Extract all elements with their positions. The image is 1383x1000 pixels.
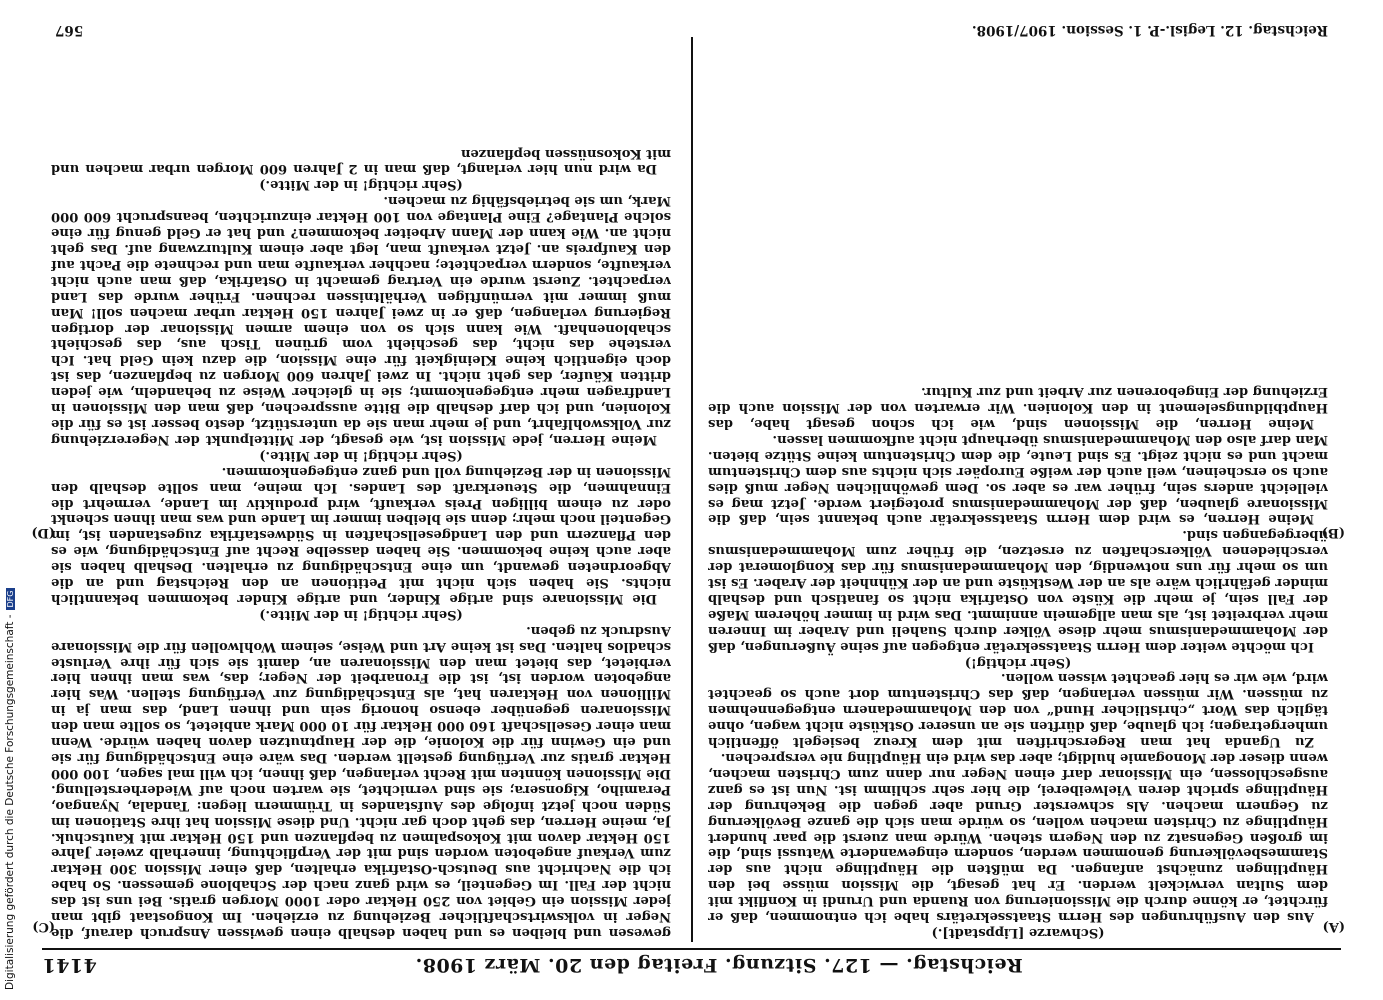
paragraph: Ich möchte weiter dem Herrn Staatssekretär entgegen auf seine Äußerungen, daß der Mohammedanismus mehr diese Völker durch Suaheli und Araber im Inneren mehr verbreitet ist, als man allgemein annimmt. Das wird in immer höherem Maße der Fall sein, je mehr die Küste von Ostafrika nicht so fanatisch und deshalb minder gefährlich wäre als an der Westküste und an der Kühnheit der Araber. Es ist um so mehr für uns notwendig, den Mohammedanismus für das Konglomerat der verschiedenen Völkerschaften zu ersetzen, die früher zum Mohammedanismus übergegangen sind. xyxy=(708,527,1328,654)
credit-text: Digitalisierung gefördert durch die Deutsche Forschungsgemeinschaft - xyxy=(4,614,16,990)
margin-marker-a: (A) xyxy=(1322,919,1345,934)
speaker-line: (Schwarze [Lippstadt].) xyxy=(931,925,1105,940)
paragraph: gewesen und bleiben es und haben deshalb einen gewissen Anspruch darauf, die Neger in volkswirtschaftlicher Beziehung zu erziehen. Im Kongostaat gibt man jeder Mission ein Gebiet von 250 Hektar oder 1000 Morgen gratis. Bei uns ist das nicht der Fall. Im Gegenteil, es wird ganz nach der Schablone gemessen. So habe ich die Nachricht aus Deutsch-Ostafrika erhalten, daß einer Mission 300 Hektar zum Verkauf angeboten worden sind mit der Verpflichtung, innerhalb zweier Jahre 150 Hektar davon mit Kokospalmen zu bepflanzen und 150 Hektar mit Kautschuk. Ja, meine Herren, das geht doch gar nicht. Und diese Mission hat ihre Stationen im Süden noch jetzt infolge des Aufstandes in Trümmern liegen: Tandala, Nyangao, Peramiho, Kigonsera; sie sind vernichtet, sie warten noch auf Wiederherstellung. Die Missionen könnten mit Recht verlangen, daß ihnen, ich will mal sagen, 100 000 Hektar gratis zur Verfügung gestellt werden. Das wäre eine Entschädigung für sie und ein Gewinn für die Kolonie, die der Hauptnutzen davon haben würde. Wenn man einer Gesellschaft 160 000 Hektar für 10 000 Mark anbietet, so sollte man den Missionaren gegenüber ebenso honorig sein und ihnen Land, das man ja in Millionen von Hektaren hat, als Entschädigung zur Verfügung stellen. Was hier angeboten worden ist, ist die Fronarbeit der Neger; das, was man ihnen hier verbietet, das bietet man den Missionaren an, damit sie sich für ihre Verluste schadlos halten. Das ist keine Art und Weise, seinem Wohlwollen für die Missionare Ausdruck zu geben. xyxy=(51,622,671,940)
dfg-logo-icon: DFG xyxy=(6,588,15,611)
paragraph: Meine Herren, es wird dem Herrn Staatssekretär auch bekannt sein, daß die Missionare glauben, daß der Mohammedanismus protegiert werde. Jetzt mag es vielleicht anders sein, früher war es aber so. Dem gewöhnlichen Neger muß dies auch so erscheinen, weil auch der weiße Europäer sich nichts aus dem Christentum macht und es nicht zeigt. Es sind Leute, die dem Christentum keine Stütze bieten. Man darf also den Mohammedanismus überhaupt nicht aufkommen lassen. xyxy=(708,431,1328,527)
column-divider xyxy=(691,37,693,942)
interjection: (Sehr richtig!) xyxy=(964,654,1072,670)
paragraph: Aus den Ausführungen des Herrn Staatssekretärs habe ich entnommen, daß er fürchtet, er könne durch die Missionierung von Ruanda und Urundi in Konflikt mit dem Sultan verwickelt werden. Er hat gesagt, die Mission müsse bei den Häuptlingen zunächst anfangen. Da müßten die Häuptlinge nicht aus der Stammesbevölkerung genommen werden, sondern eingewanderte Watussi sind, die im großen Gegensatz zu den Negern stehen. Würde man zuerst die paar hundert Häuptlinge zu Christen machen wollen, so würde man sich die ganze Bevölkerung zu Gegnern machen. Als schwerster Grund aber gegen die Bekehrung der Häuptlinge spricht deren Vielweiberei, die hier sehr schlimm ist. Nun ist es ganz ausgeschlossen, ein Missionar darf einen Neger nur dann zum Christen machen, wenn dieser der Monogamie huldigt; aber das wird ein Häuptling nie versprechen. xyxy=(708,750,1328,925)
paragraph: Zu Uganda hat man Regerschriften mit dem Kreuz besiegelt öffentlich umhergetragen; ich glaube, daß dürften sie an unserer Ostküste nicht wagen, ohne täglich das Wort „christlicher Hund“ von den Mohammedanern entgegennehmen zu müssen. Wir müssen verlangen, daß das Christentum dort auch so geachtet wird, wie wir es hier geachtet wissen wollen. xyxy=(708,670,1328,750)
page-header xyxy=(42,954,1341,988)
margin-marker-c: (C) xyxy=(32,919,55,934)
header-rule xyxy=(42,948,1341,950)
right-column xyxy=(51,40,671,940)
paragraph: Meine Herren, die Missionen sind, wie ich schon gesagt habe, das Hauptbildungselement in den Kolonien. Wir erwarten von der Mission auch die Erziehung der Eingeborenen zur Arbeit und zur Kultur. xyxy=(708,384,1328,431)
left-column xyxy=(708,40,1328,940)
margin-marker-d: (D) xyxy=(31,525,55,540)
page-number-top: 4141 xyxy=(42,954,97,976)
interjection: (Sehr richtig! in der Mitte.) xyxy=(259,447,463,463)
interjection: (Sehr richtig! in der Mitte.) xyxy=(259,177,463,193)
interjection: (Sehr richtig! in der Mitte.) xyxy=(259,606,463,622)
digitization-credit xyxy=(4,588,16,990)
paragraph: Meine Herren, jede Mission ist, wie gesagt, der Mittelpunkt der Negererziehung zur Volkswohlfahrt, und je mehr man sie da unterstützt, desto besser ist es für die Kolonien, und ich darf deshalb die Bitte aussprechen, daß man den Missionen in Landfragen mehr entgegenkommt; sie in gleicher Weise zu behandeln, wie jeden dritten Käufer, das geht nicht. In zwei Jahren 600 Morgen zu bepflanzen, das ist doch eigentlich keine Kleinigkeit für eine Mission, die dazu kein Geld hat. Ich verstehe das nicht, das geschieht vom grünen Tisch aus, das geschieht schablonenhaft. Wie kann sich so von einem armen Missionar der dortigen Regierung verlangen, daß er in zwei Jahren 150 Hektar urbar machen soll! Man muß immer mit vernünftigen Verhältnissen rechnen. Früher wurde das Land verpachtet. Zuerst wurde ein Vertrag gemacht in Ostafrika, daß man auch nicht verkaufte, sondern verpachtete; nachher verkaufte man und rechnete die Pacht auf den Kaufpreis an. Jetzt verkauft man, legt aber einem Kulturzwang auf. Das geht nicht an. Wie kann der Mann Arbeiter bekommen? und hat er Geld genug für eine solche Plantage? Eine Plantage von 100 Hektar einzurichten, beansprucht 600 000 Mark, um sie betriebsfähig zu machen. xyxy=(51,193,671,447)
page-number-bottom: 567 xyxy=(55,22,84,38)
paragraph: Da wird nun hier verlangt, daß man in 2 Jahren 600 Morgen urbar machen und mit Kokosnüssen bepflanzen xyxy=(51,145,671,177)
margin-marker-b: (B) xyxy=(1321,525,1345,540)
header-title: Reichstag. — 127. Sitzung. Freitag den 20. März 1908. xyxy=(415,954,1023,976)
page-footer xyxy=(55,16,1328,42)
footer-session-info: Reichstag. 12. Legisl.-P. 1. Session. 1907/1908. xyxy=(971,22,1328,38)
paragraph: Die Missionare sind artige Kinder, und artige Kinder bekommen bekanntlich nichts. Sie haben sich nicht mit Petitionen an den Reichstag und an die Abgeordneten gewandt, um eine Entschädigung zu erhalten. Deshalb haben sie aber auch keine bekommen. Sie haben dasselbe Recht auf Entschädigung, wie es den Pflanzern und den Landgesellschaften in Südwestafrika zugestanden ist, im Gegenteil noch mehr; denn sie bleiben immer im Lande und was man ihnen schenkt oder zu einem billigen Preis verkauft, wird produktiv im Lande, vermehrt die Einnahmen, die Steuerkraft des Landes. Ich meine, man sollte deshalb den Missionen in der Beziehung voll und ganz entgegenkommen. xyxy=(51,463,671,606)
